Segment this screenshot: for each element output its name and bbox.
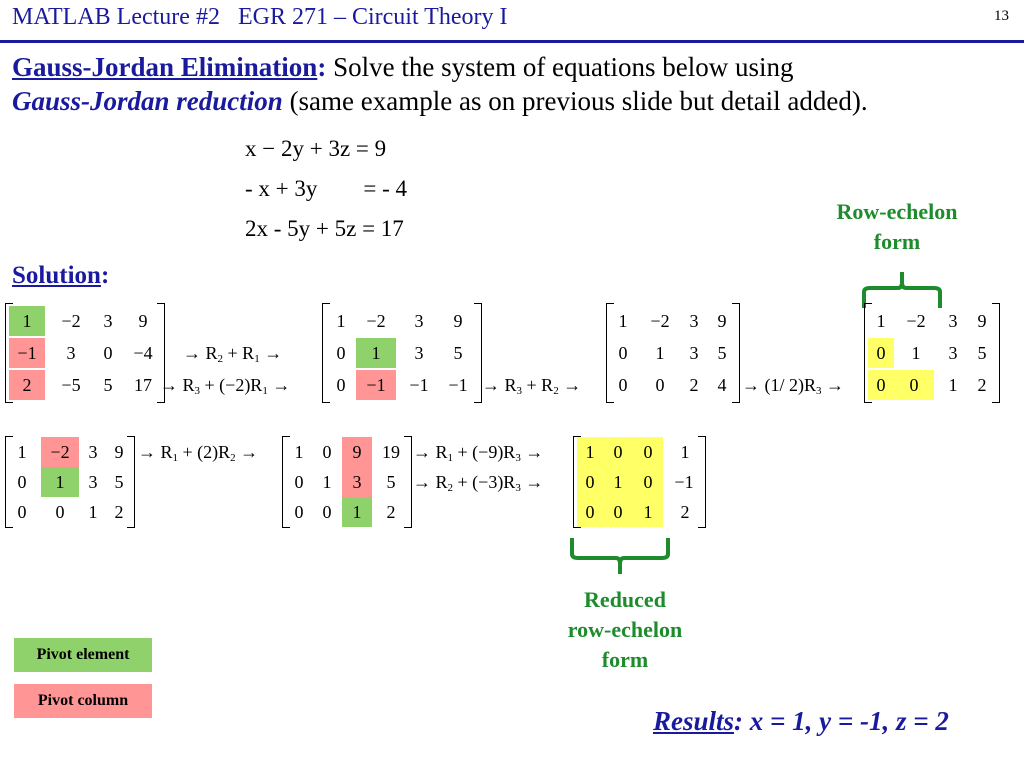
row-operation-3 (482, 370, 581, 400)
op-subscript: 2 (553, 385, 559, 397)
row-echelon-line-1: Row-echelon (836, 199, 958, 224)
matrix-cell: −1 (409, 375, 429, 395)
matrix-cell: 3 (88, 442, 98, 462)
matrix-cell: 2 (386, 502, 396, 522)
highlighted-cell: 0 (868, 370, 894, 400)
matrix-cell: 1 (680, 442, 690, 462)
matrix-cell: −2 (906, 311, 926, 331)
op-subscript: 2 (217, 353, 224, 365)
matrix-cell: 0 (643, 442, 653, 462)
intro-keyword-elimination: Gauss-Jordan Elimination (12, 52, 318, 82)
matrix-cell: 9 (977, 311, 987, 331)
matrix-cell: 3 (689, 311, 699, 331)
pivot-column-cell: 9 (342, 437, 372, 467)
op-text: + R (223, 343, 255, 363)
matrix-cell: 0 (17, 472, 27, 492)
matrix-cell: 9 (114, 442, 124, 462)
matrix-cell: 1 (88, 502, 98, 522)
op-subscript: 3 (515, 482, 521, 494)
row-operation-1 (183, 338, 282, 368)
matrix-cell: 3 (948, 343, 958, 363)
intro-keyword-reduction: Gauss-Jordan reduction (12, 86, 283, 116)
op-subscript: 3 (515, 452, 521, 464)
matrix-cell: −1 (674, 472, 694, 492)
matrix-cell: 5 (977, 343, 987, 363)
op-text: → (520, 442, 544, 462)
highlighted-cell: 0 (868, 338, 894, 368)
matrix-cell: 17 (134, 375, 152, 395)
intro-text (12, 50, 1017, 118)
solution-label: Solution (12, 262, 101, 289)
op-text: + (−9)R (453, 442, 516, 462)
matrix-cell: 1 (948, 375, 958, 395)
op-text: + (2)R (178, 442, 231, 462)
matrix-cell: 3 (66, 343, 76, 363)
op-text: → (267, 375, 291, 395)
intro-colon: : (317, 52, 327, 82)
matrix-cell: 1 (618, 311, 628, 331)
matrix-cell: 0 (618, 375, 628, 395)
reduced-row-echelon-label (540, 585, 710, 675)
row-echelon-line-2: form (873, 229, 921, 254)
row-operation-5 (138, 437, 258, 467)
matrix-cell: 1 (613, 472, 623, 492)
op-text: → R (413, 472, 448, 492)
matrix-cell: −5 (61, 375, 81, 395)
slide-header-title: MATLAB Lecture #2 EGR 271 – Circuit Theory I (12, 4, 508, 30)
op-subscript: 3 (194, 385, 201, 397)
results-values: : x = 1, y = -1, z = 2 (734, 706, 949, 736)
row-operation-6 (413, 437, 543, 467)
matrix-cell: 0 (585, 472, 595, 492)
reduced-line-2: row-echelon (567, 617, 683, 642)
matrix-cell: 2 (689, 375, 699, 395)
matrix-cell: 9 (717, 311, 727, 331)
header-divider (0, 40, 1024, 43)
matrix-cell: −4 (133, 343, 153, 363)
matrix-cell: 5 (386, 472, 396, 492)
matrix-cell: 1 (294, 442, 304, 462)
op-subscript: 1 (172, 452, 179, 464)
matrix-cell: 0 (585, 502, 595, 522)
op-subscript: 1 (254, 353, 260, 365)
matrix-cell: 3 (414, 311, 424, 331)
solution-colon: : (100, 262, 110, 289)
op-subscript: 1 (262, 385, 268, 397)
matrix-cell: −1 (448, 375, 468, 395)
row-operation-2 (160, 370, 290, 400)
matrix-cell: 0 (294, 472, 304, 492)
matrix-cell: 2 (114, 502, 124, 522)
pivot-column-cell: −1 (9, 338, 45, 368)
matrix-cell: 19 (382, 442, 400, 462)
intro-text-1: Solve the system of equations below using (326, 52, 794, 82)
matrix-3 (606, 303, 740, 403)
op-subscript: 2 (447, 482, 454, 494)
matrix-cell: 0 (336, 343, 346, 363)
matrix-cell: 0 (336, 375, 346, 395)
op-text: → (235, 442, 259, 462)
matrix-2 (322, 303, 482, 403)
op-text: + R (522, 375, 554, 395)
legend-pivot-element: Pivot element (14, 638, 152, 672)
highlighted-cell: 0 (894, 370, 934, 400)
pivot-element-cell: 1 (41, 467, 79, 497)
pivot-element-cell: 1 (356, 338, 396, 368)
matrix-cell: 2 (977, 375, 987, 395)
row-operation-4 (742, 370, 844, 400)
op-text: → (520, 472, 544, 492)
matrix-cell: 0 (294, 502, 304, 522)
results-line (653, 706, 949, 737)
reduced-line-3: form (601, 647, 649, 672)
matrix-cell: 9 (453, 311, 463, 331)
op-subscript: 3 (816, 385, 822, 397)
op-text: → (1/ 2)R (742, 375, 816, 395)
matrix-cell: 0 (103, 343, 113, 363)
matrix-cell: 3 (948, 311, 958, 331)
matrix-cell: −2 (61, 311, 81, 331)
op-text: → R (160, 375, 195, 395)
legend-pivot-column: Pivot column (14, 684, 152, 718)
matrix-cell: 3 (414, 343, 424, 363)
matrix-4 (864, 303, 1000, 403)
matrix-cell: 0 (322, 442, 332, 462)
matrix-cell: 1 (17, 442, 27, 462)
solution-heading (12, 262, 109, 290)
matrix-cell: −2 (366, 311, 386, 331)
reduced-brace (568, 536, 672, 576)
pivot-column-cell: 3 (342, 467, 372, 497)
matrix-5 (5, 436, 135, 528)
matrix-cell: 5 (103, 375, 113, 395)
pivot-element-cell: 1 (9, 306, 45, 336)
matrix-cell: 0 (322, 502, 332, 522)
equation-3: 2x - 5y + 5z = 17 (245, 216, 404, 241)
matrix-cell: 3 (689, 343, 699, 363)
row-echelon-label (810, 197, 984, 257)
matrix-cell: 0 (613, 442, 623, 462)
op-text: + (−2)R (200, 375, 263, 395)
matrix-cell: 1 (655, 343, 665, 363)
op-text: + (−3)R (453, 472, 516, 492)
op-text: → R (482, 375, 517, 395)
matrix-cell: 0 (17, 502, 27, 522)
slide-number: 13 (994, 8, 1009, 24)
op-subscript: 1 (447, 452, 454, 464)
matrix-cell: 0 (55, 502, 65, 522)
equation-2: - x + 3y = - 4 (245, 176, 408, 201)
matrix-cell: 0 (613, 502, 623, 522)
op-subscript: 3 (516, 385, 523, 397)
matrix-6 (282, 436, 412, 528)
matrix-cell: 3 (103, 311, 113, 331)
row-operation-7 (413, 467, 543, 497)
pivot-column-cell: 2 (9, 370, 45, 400)
intro-text-2: (same example as on previous slide but detail added). (282, 86, 868, 116)
matrix-cell: 0 (618, 343, 628, 363)
matrix-cell: 1 (643, 502, 653, 522)
matrix-cell: 1 (322, 472, 332, 492)
matrix-cell: 1 (911, 343, 921, 363)
matrix-1 (5, 303, 165, 403)
op-subscript: 2 (230, 452, 236, 464)
op-text: → R (413, 442, 448, 462)
matrix-cell: 0 (655, 375, 665, 395)
pivot-element-cell: 1 (342, 497, 372, 527)
matrix-cell: −2 (650, 311, 670, 331)
equation-1: x − 2y + 3z = 9 (245, 136, 387, 161)
op-text: → (259, 343, 283, 363)
op-text: → (558, 375, 582, 395)
matrix-7 (573, 436, 706, 528)
reduced-line-1: Reduced (584, 587, 666, 612)
matrix-cell: 5 (717, 343, 727, 363)
matrix-cell: 3 (88, 472, 98, 492)
matrix-cell: 9 (138, 311, 148, 331)
matrix-cell: 5 (453, 343, 463, 363)
matrix-cell: 0 (643, 472, 653, 492)
matrix-cell: 2 (680, 502, 690, 522)
op-text: → R (138, 442, 173, 462)
pivot-column-cell: −2 (41, 437, 79, 467)
op-text: → (821, 375, 844, 395)
matrix-cell: 1 (585, 442, 595, 462)
results-label: Results (653, 706, 735, 736)
pivot-column-cell: −1 (356, 370, 396, 400)
matrix-cell: 1 (876, 311, 886, 331)
matrix-cell: 5 (114, 472, 124, 492)
op-text: → R (183, 343, 218, 363)
matrix-cell: 4 (717, 375, 727, 395)
matrix-cell: 1 (336, 311, 346, 331)
